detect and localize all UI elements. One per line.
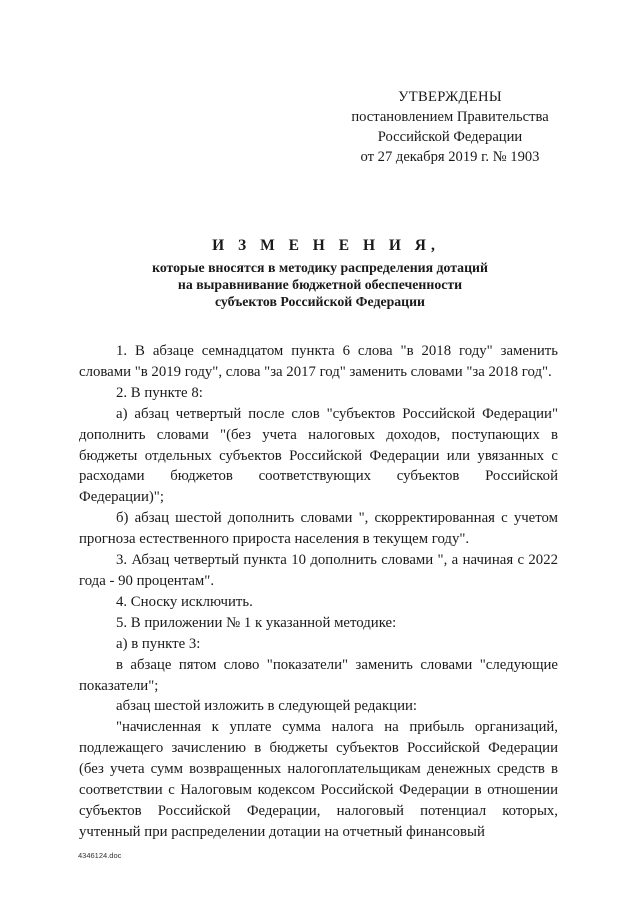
heading-subtitle-2: на выравнивание бюджетной обеспеченности [177,277,463,292]
approval-line-country: Российской Федерации [377,129,523,145]
paragraph-2b: б) абзац шестой дополнить словами ", скорректированная с учетом прогноза естественного прироста населения в текущем году". [79,510,558,548]
approval-line-decree: постановлением Правительства [351,109,549,125]
paragraph-1: 1. В абзаце семнадцатом пункта 6 слова "в 2018 году" заменить словами "в 2019 году", слова "за 2017 год" заменить словами "за 2018 год". [79,343,558,380]
paragraph-5a-2: абзац шестой изложить в следующей редакции: [116,698,418,715]
document-heading [0,235,640,310]
paragraph-5a-1: в абзаце пятом слово "показатели" заменить словами "следующие показатели"; [79,656,558,694]
document-body [79,341,558,843]
footer-filename: 4346124.doc [78,851,122,860]
heading-title: И З М Е Н Е Н И Я, [212,237,440,254]
heading-subtitle-3: субъектов Российской Федерации [214,294,425,309]
heading-subtitle-1: которые вносятся в методику распределения дотаций [152,260,488,275]
paragraph-2: 2. В пункте 8: [116,384,203,401]
approval-line-date: от 27 декабря 2019 г. № 1903 [360,149,540,165]
paragraph-3: 3. Абзац четвертый пункта 10 дополнить словами ", а начиная с 2022 года - 90 процентам". [79,552,558,589]
paragraph-4: 4. Сноску исключить. [116,593,253,610]
paragraph-5a-3: "начисленная к уплате сумма налога на прибыль организаций, подлежащего зачислению в бюджеты субъектов Российской Федерации (без учета сумм возвращенных налогоплательщикам денежных средств в соответствии с Налоговым кодексом Российской Федерации в отношении субъектов Российской Федерации, налоговый потенциал которых, учтенный при распределении дотации на отчетный финансовый [79,719,558,840]
paragraph-5: 5. В приложении № 1 к указанной методике: [116,614,397,631]
paragraph-5a: а) в пункте 3: [116,635,201,652]
approval-block [330,87,570,167]
paragraph-2a: а) абзац четвертый после слов "субъектов Российской Федерации" дополнить словами "(без учета налоговых доходов, поступающих в бюджеты отдельных субъектов Российской Федерации или увязанных с расходами бюджетов соответствующих субъектов Российской Федерации)"; [79,405,558,506]
approval-title: УТВЕРЖДЕНЫ [398,89,502,105]
